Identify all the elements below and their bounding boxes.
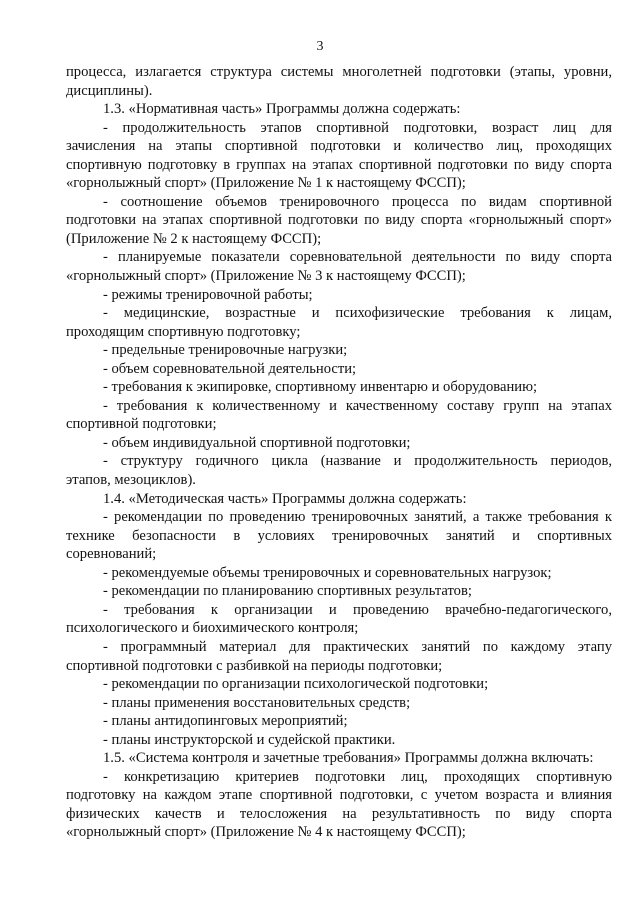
text-line: - объем индивидуальной спортивной подготовки; xyxy=(103,434,411,451)
text-line: - предельные тренировочные нагрузки; xyxy=(103,342,348,359)
text-line: - структуру годичного цикла (название и продолжительность периодов, xyxy=(103,453,612,470)
text-line: - соотношение объемов тренировочного процесса по видам спортивной xyxy=(103,193,612,210)
text-line: «горнолыжный спорт» (Приложение № 3 к настоящему ФССП); xyxy=(66,268,466,285)
text-line: - требования к организации и проведению врачебно-педагогического, xyxy=(103,601,612,618)
text-line: проходящим спортивную подготовку; xyxy=(66,323,301,340)
text-line: дисциплины). xyxy=(66,82,153,99)
text-line: - требования к количественному и качественному составу групп на этапах xyxy=(103,397,612,414)
text-line: технике безопасности в условиях тренировочных занятий и спортивных xyxy=(66,527,612,544)
text-line: - медицинские, возрастные и психофизические требования к лицам, xyxy=(103,305,612,322)
text-line: - планы применения восстановительных средств; xyxy=(103,694,411,711)
text-line: спортивной подготовки; xyxy=(66,416,217,433)
text-line: соревнований; xyxy=(66,546,157,563)
text-line: - программный материал для практических занятий по каждому этапу xyxy=(103,638,612,655)
document-body xyxy=(66,63,612,842)
text-line: - объем соревновательной деятельности; xyxy=(103,360,357,377)
text-line: 1.4. «Методическая часть» Программы должна содержать: xyxy=(103,490,467,507)
text-line: спортивную подготовку в группах на этапах спортивной подготовки по виду спорта xyxy=(66,156,612,173)
text-line: - рекомендации по проведению тренировочных занятий, а также требования к xyxy=(103,509,612,526)
text-line: - планируемые показатели соревновательной деятельности по виду спорта xyxy=(103,249,612,266)
text-line: - конкретизацию критериев подготовки лиц, проходящих спортивную xyxy=(103,768,612,785)
text-line: - планы антидопинговых мероприятий; xyxy=(103,713,348,730)
text-line: - продолжительность этапов спортивной подготовки, возраст лиц для xyxy=(103,119,612,136)
text-line: (Приложение № 2 к настоящему ФССП); xyxy=(66,230,322,247)
text-line: «горнолыжный спорт» (Приложение № 4 к настоящему ФССП); xyxy=(66,824,466,841)
text-line: психологического и биохимического контроля; xyxy=(66,620,359,637)
text-line: подготовку на каждом этапе спортивной подготовки, с учетом возраста и влияния xyxy=(66,787,612,804)
page-number: 3 xyxy=(316,39,324,54)
text-line: - требования к экипировке, спортивному инвентарю и оборудованию; xyxy=(103,379,538,396)
text-line: - рекомендации по планированию спортивных результатов; xyxy=(103,583,472,600)
text-line: 1.5. «Система контроля и зачетные требования» Программы должна включать: xyxy=(103,750,594,767)
text-line: спортивной подготовки с разбивкой на периоды подготовки; xyxy=(66,657,443,674)
text-line: этапов, мезоциклов). xyxy=(66,472,196,489)
text-line: процесса, излагается структура системы многолетней подготовки (этапы, уровни, xyxy=(66,64,612,80)
text-line: - рекомендуемые объемы тренировочных и соревновательных нагрузок; xyxy=(103,564,552,581)
text-line: «горнолыжный спорт» (Приложение № 1 к настоящему ФССП); xyxy=(66,175,466,192)
text-line: - планы инструкторской и судейской практики. xyxy=(103,731,396,748)
text-line: зачисления на этапы спортивной подготовки и количество лиц, проходящих xyxy=(66,138,612,155)
text-line: подготовки на этапах спортивной подготовки по виду спорта «горнолыжный спорт» xyxy=(66,212,612,229)
text-line: физических качеств и телосложения на результативность по виду спорта xyxy=(66,805,612,822)
text-line: - рекомендации по организации психологической подготовки; xyxy=(103,676,489,693)
text-line: 1.3. «Нормативная часть» Программы должна содержать: xyxy=(103,101,461,118)
text-line: - режимы тренировочной работы; xyxy=(103,286,313,303)
